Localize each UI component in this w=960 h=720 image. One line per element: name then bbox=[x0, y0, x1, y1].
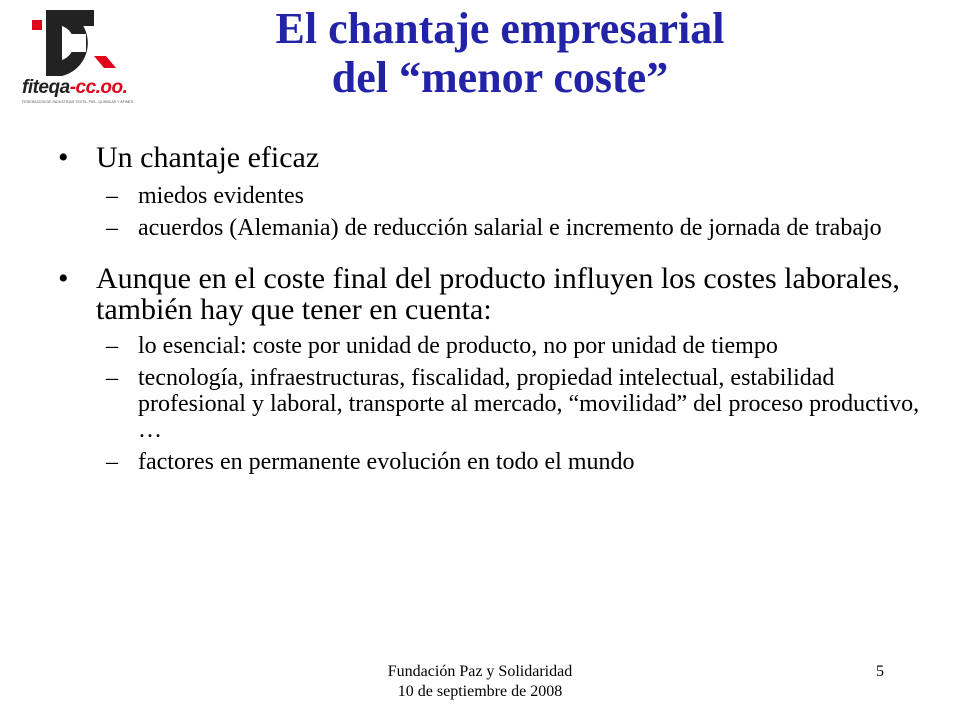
bullet-marker: • bbox=[58, 141, 69, 174]
bullet-item-2-text: Aunque en el coste final del producto influyen los costes laborales, también hay que tener en cuenta: bbox=[96, 262, 900, 326]
fiteqa-logo-mark-icon bbox=[32, 10, 142, 76]
sub-item-1-2-text: acuerdos (Alemania) de reducción salarial e incremento de jornada de trabajo bbox=[138, 215, 882, 241]
dash-marker: – bbox=[106, 183, 118, 209]
sub-item-2-3-text: factores en permanente evolución en todo el mundo bbox=[138, 449, 635, 475]
dash-marker: – bbox=[106, 449, 118, 475]
dash-marker: – bbox=[106, 215, 118, 241]
dash-marker: – bbox=[106, 365, 118, 391]
slide-number: 5 bbox=[876, 663, 884, 680]
slide-title bbox=[160, 4, 840, 102]
logo-subtitle: FEDERACIÓN DE INDUSTRIAS TEXTIL-PIEL, QUÍMICAS Y AFINES bbox=[22, 100, 134, 104]
slide-title-line-2: del “menor coste” bbox=[331, 53, 669, 102]
sub-item-2-1 bbox=[58, 333, 928, 359]
bullet-item-2 bbox=[58, 263, 928, 325]
logo-wordmark-part-b: -cc.oo. bbox=[69, 77, 128, 98]
sub-item-2-3 bbox=[58, 449, 928, 475]
footer-date: 10 de septiembre de 2008 bbox=[397, 683, 563, 700]
sub-item-2-1-text: lo esencial: coste por unidad de producto, no por unidad de tiempo bbox=[138, 333, 778, 359]
bullet-marker: • bbox=[58, 262, 69, 295]
dash-marker: – bbox=[106, 333, 118, 359]
footer-organization: Fundación Paz y Solidaridad bbox=[387, 663, 573, 680]
sub-item-1-1-text: miedos evidentes bbox=[138, 183, 304, 209]
logo-wordmark bbox=[22, 78, 157, 98]
fiteqa-ccoo-logo bbox=[22, 10, 157, 110]
bullet-item-1 bbox=[58, 142, 928, 173]
slide-body bbox=[58, 142, 928, 475]
logo-wordmark-part-a: fiteqa bbox=[22, 77, 70, 98]
sub-item-2-2-text: tecnología, infraestructuras, fiscalidad, propiedad intelectual, estabilidad profesional y laboral, transporte al mercado, “movilidad” del proceso productivo, … bbox=[138, 365, 920, 443]
slide-footer bbox=[330, 662, 630, 702]
sub-item-1-1 bbox=[58, 183, 928, 209]
sub-item-2-2 bbox=[58, 365, 928, 443]
bullet-item-1-text: Un chantaje eficaz bbox=[96, 141, 320, 174]
sub-item-1-2 bbox=[58, 215, 928, 241]
slide-title-line-1: El chantaje empresarial bbox=[275, 4, 725, 53]
